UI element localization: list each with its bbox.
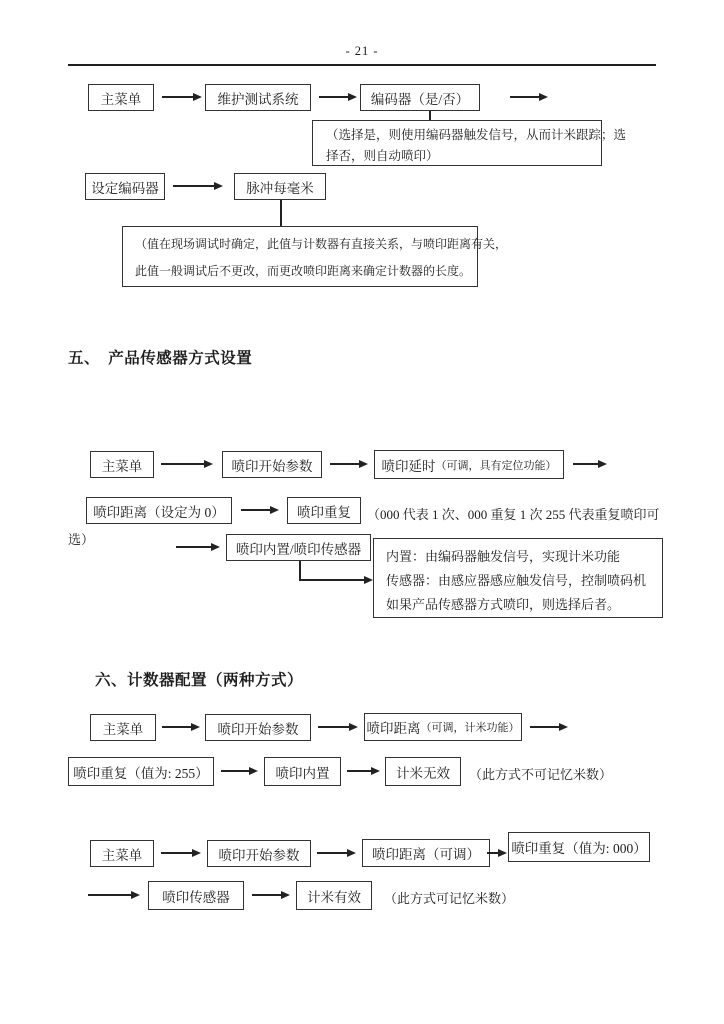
node-print-distance-meter bbox=[364, 713, 522, 741]
section6-heading: 六、计数器配置（两种方式） bbox=[95, 672, 304, 689]
node-main-menu bbox=[90, 451, 154, 478]
arrow-right-icon bbox=[319, 91, 357, 103]
arrow-right-icon bbox=[530, 721, 568, 733]
note-line: （值在现场调试时确定，此值与计数器有直接关系，与喷印距离有关， bbox=[135, 237, 508, 251]
node-label: 喷印延时 bbox=[381, 458, 436, 474]
header-rule bbox=[68, 64, 656, 66]
node-label: 计米有效 bbox=[307, 889, 361, 905]
node-label: 计米无效 bbox=[396, 765, 450, 781]
arrow-right-icon bbox=[162, 721, 200, 733]
node-print-repeat bbox=[287, 497, 361, 524]
node-label: 设定编码器 bbox=[91, 180, 159, 196]
node-meter-valid bbox=[296, 881, 372, 910]
node-print-distance-zero bbox=[86, 497, 232, 524]
node-label: 主菜单 bbox=[101, 847, 143, 863]
node-label: 喷印重复（值为: 000） bbox=[511, 841, 647, 856]
arrow-right-icon bbox=[161, 458, 213, 470]
node-label: 喷印开始参数 bbox=[231, 458, 313, 474]
arrow-right-icon bbox=[173, 180, 223, 192]
connector-line bbox=[429, 111, 431, 120]
node-label: 喷印距离（设定为 0） bbox=[93, 504, 225, 520]
connector-line bbox=[280, 200, 282, 226]
note-line: 择否，则自动喷印） bbox=[326, 149, 439, 163]
arrow-right-icon bbox=[241, 504, 279, 516]
node-label: 喷印重复 bbox=[297, 504, 351, 520]
note-line: （选择是，则使用编码器触发信号，从而计米跟踪；选 bbox=[326, 128, 627, 142]
section5-heading: 五、 产品传感器方式设置 bbox=[68, 350, 253, 367]
node-label: 喷印传感器 bbox=[162, 889, 230, 905]
node-label: 主菜单 bbox=[100, 91, 142, 107]
arrow-right-icon bbox=[221, 765, 258, 777]
node-label: 主菜单 bbox=[102, 721, 144, 737]
node-label: 主菜单 bbox=[101, 458, 143, 474]
node-print-repeat-255 bbox=[68, 757, 214, 786]
node-label: 喷印重复（值为: 255） bbox=[73, 765, 209, 781]
arrow-right-icon bbox=[299, 574, 373, 586]
page-number: - 21 - bbox=[345, 44, 379, 58]
arrow-right-icon bbox=[573, 458, 607, 470]
node-print-sensor bbox=[148, 881, 244, 910]
node-maintenance-test bbox=[205, 84, 311, 111]
arrow-right-icon bbox=[88, 889, 140, 901]
node-sublabel: （可调，具有定位功能） bbox=[435, 459, 557, 472]
note-encoder-choice bbox=[312, 120, 627, 166]
method1-note-text: （此方式不可记忆米数） bbox=[469, 767, 613, 782]
arrow-right-icon bbox=[487, 847, 507, 859]
note-line: 传感器：由感应器感应触发信号，控制喷码机 bbox=[386, 573, 647, 588]
node-print-start-params bbox=[205, 714, 311, 741]
arrow-right-icon bbox=[252, 889, 290, 901]
note-line: 内置：由编码器触发信号，实现计米功能 bbox=[386, 549, 621, 564]
node-encoder-yes-no bbox=[360, 84, 480, 111]
arrow-right-icon bbox=[317, 847, 356, 859]
arrow-right-icon bbox=[510, 91, 548, 103]
node-print-start-params bbox=[222, 451, 322, 478]
arrow-right-icon bbox=[176, 541, 220, 553]
method2-note-text: （此方式可记忆米数） bbox=[384, 891, 515, 906]
node-print-start-params bbox=[207, 840, 311, 867]
node-main-menu bbox=[90, 840, 154, 867]
node-print-distance-adjustable bbox=[362, 839, 490, 867]
node-label: 脉冲每毫米 bbox=[246, 180, 314, 196]
node-label: 喷印内置/喷印传感器 bbox=[235, 541, 362, 557]
node-pulse-per-mm bbox=[234, 173, 326, 200]
node-main-menu bbox=[88, 84, 154, 111]
node-label: 喷印开始参数 bbox=[218, 847, 300, 863]
node-main-menu bbox=[90, 714, 156, 741]
node-label: 喷印内置 bbox=[275, 765, 330, 781]
node-print-delay bbox=[374, 450, 564, 479]
node-print-internal bbox=[264, 757, 341, 786]
arrow-right-icon bbox=[347, 765, 380, 777]
arrow-right-icon bbox=[162, 91, 202, 103]
node-label: 喷印开始参数 bbox=[217, 721, 299, 737]
node-internal-or-sensor bbox=[226, 534, 371, 561]
note-line: 此值一般调试后不更改，而更改喷印距离来确定计数器的长度。 bbox=[135, 264, 472, 278]
repeat-note-text-wrap: 选） bbox=[68, 532, 95, 547]
arrow-right-icon bbox=[330, 458, 368, 470]
node-sublabel: （可调，计米功能） bbox=[420, 722, 520, 734]
arrow-right-icon bbox=[318, 721, 358, 733]
node-label: 喷印距离 bbox=[366, 721, 421, 736]
note-line: 如果产品传感器方式喷印，则选择后者。 bbox=[386, 597, 621, 612]
note-internal-vs-sensor bbox=[373, 538, 663, 618]
repeat-note-text: （000 代表 1 次、000 重复 1 次 255 代表重复喷印可 bbox=[367, 507, 660, 522]
node-label: 维护测试系统 bbox=[217, 91, 299, 107]
node-meter-invalid bbox=[385, 757, 461, 786]
arrow-right-icon bbox=[161, 847, 201, 859]
note-pulse-value bbox=[122, 226, 508, 287]
node-set-encoder bbox=[85, 173, 165, 200]
node-print-repeat-000 bbox=[508, 832, 650, 862]
node-label: 喷印距离（可调） bbox=[372, 847, 480, 862]
node-label: 编码器（是/否） bbox=[370, 91, 470, 107]
